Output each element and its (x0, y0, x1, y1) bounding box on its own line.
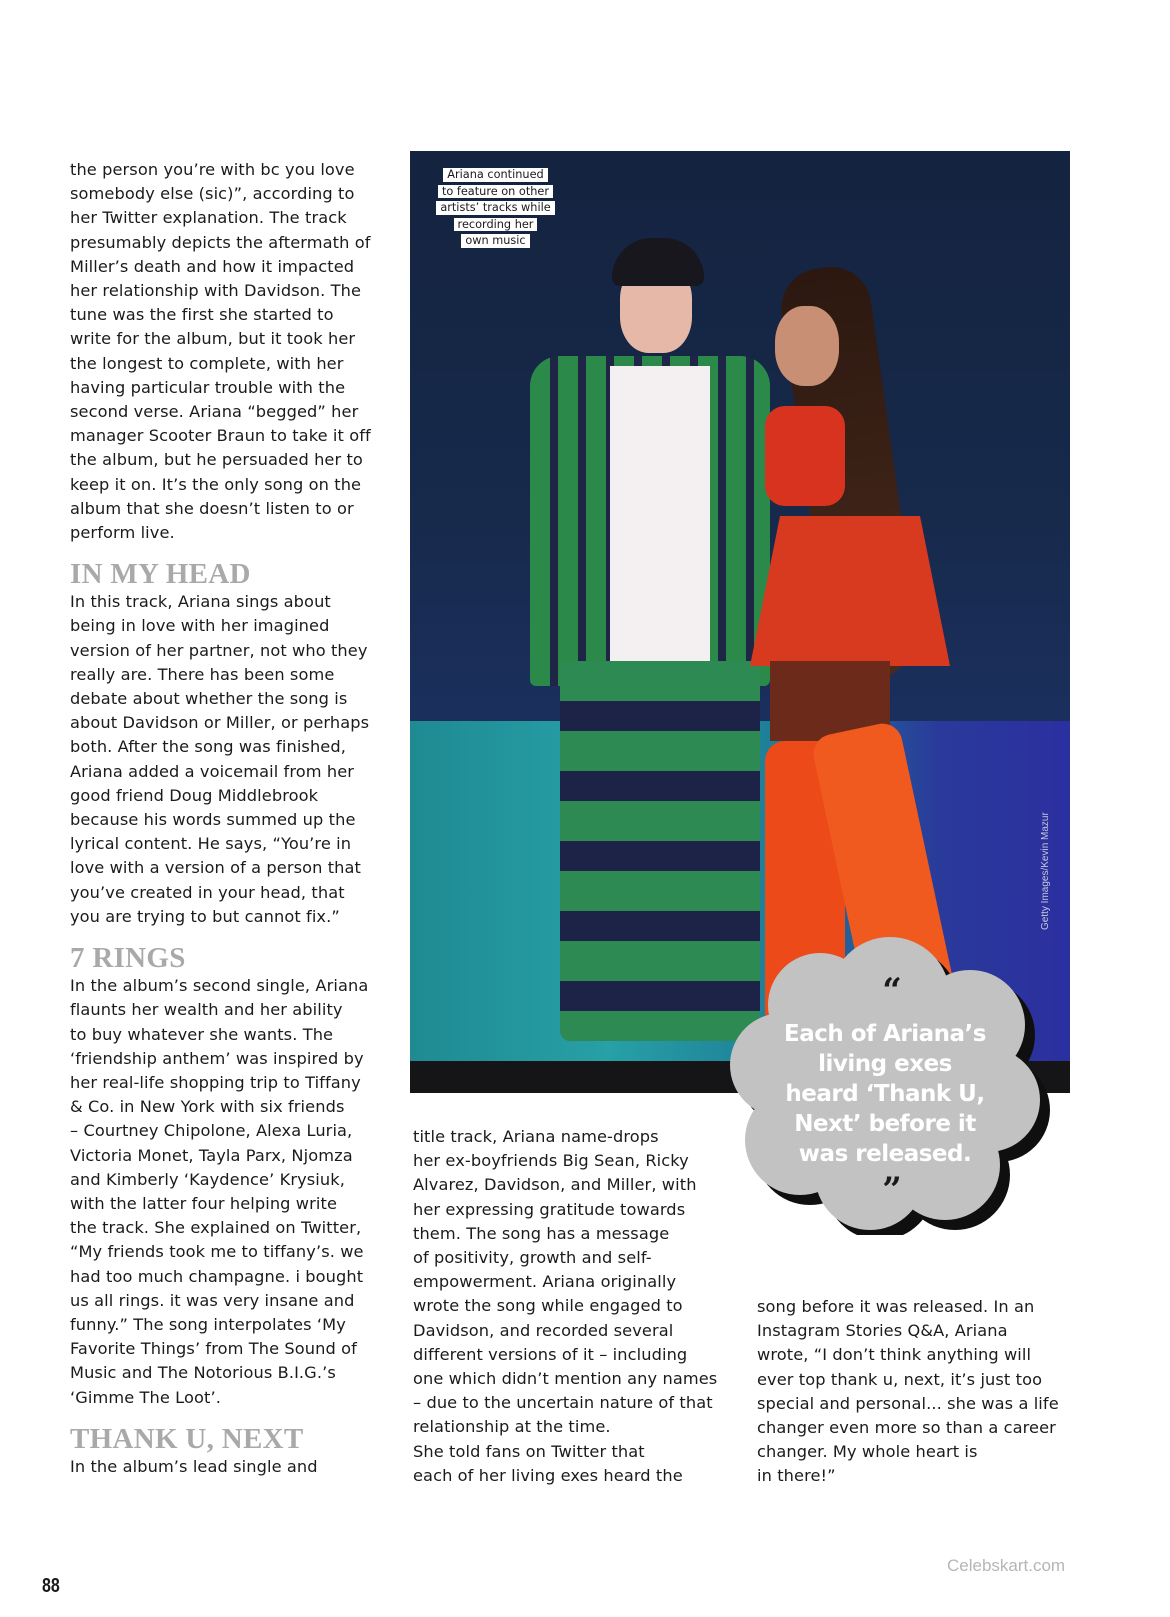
photo-caption: Ariana continued to feature on other artists’ tracks while recording her own music (418, 167, 573, 250)
pull-quote-text: Each of Ariana’s living exes heard ‘Thank U, Next’ before it was released. (784, 1021, 986, 1167)
thank-u-next-conclusion: song before it was released. In an Instagram Stories Q&A, Ariana wrote, “I don’t think anything will ever top thank u, next, it’s just too special and personal... she was a life changer even more so than a career changer. My whole heart is in there!” (757, 1297, 1059, 1486)
female-performer-top (765, 406, 845, 506)
male-performer-cap (612, 238, 704, 286)
section-heading-7-rings: 7 RINGS (70, 942, 186, 975)
page-number: 88 (42, 1575, 60, 1597)
male-performer-shirt (610, 366, 710, 666)
section-body-thank-u-next: In the album’s lead single and (70, 1456, 318, 1476)
photo-credit: Getty Images/Kevin Mazur (1040, 812, 1051, 930)
article-column-2 (413, 1125, 733, 1488)
close-quote-icon: ” (882, 1170, 902, 1210)
open-quote-icon: “ (882, 971, 902, 1011)
article-column-1 (70, 158, 390, 1479)
thank-u-next-continued: title track, Ariana name-drops her ex-boyfriends Big Sean, Ricky Alvarez, Davidson, and Miller, with her expressing gratitude towards them. The song has a message of positivity, growth and self- empowerment. Ariana originally wrote the song while engaged to Davidson, and recorded several different versions of it – including one which didn’t mention any names – due to the uncertain nature of that relationship at the time. She told fans on Twitter that each of her living exes heard the (413, 1127, 718, 1485)
female-performer-face (775, 306, 839, 386)
intro-paragraph: the person you’re with bc you love somebody else (sic)”, according to her Twitter explanation. The track presumably depicts the aftermath of Miller’s death and how it impacted her relationship with Davidson. The tune was the first she started to write for the album, but it took her the longest to complete, with her having particular trouble with the second verse. Ariana “begged” her manager Scooter Braun to take it off the album, but he persuaded her to keep it on. It’s the only song on the album that she doesn’t listen to or perform live. (70, 160, 371, 543)
female-performer-skirt (750, 516, 950, 666)
pull-quote (730, 935, 1050, 1235)
watermark: Celebskart.com (947, 1556, 1066, 1575)
article-column-3 (757, 1295, 1077, 1489)
section-heading-thank-u-next: THANK U, NEXT (70, 1422, 304, 1455)
section-heading-in-my-head: IN MY HEAD (70, 558, 251, 591)
section-body-in-my-head: In this track, Ariana sings about being in love with her imagined version of her partner, not who they really are. There has been some debate about whether the song is about Davidson or Miller, or perhaps both. After the song was finished, Ariana added a voicemail from her good friend Doug Middlebrook because his words summed up the lyrical content. He says, “You’re in love with a version of a person that you’ve created in your head, that you are trying to but cannot fix.” (70, 592, 370, 926)
section-body-7-rings: In the album’s second single, Ariana flaunts her wealth and her ability to buy whatever she wants. The ‘friendship anthem’ was inspired by her real-life shopping trip to Tiffany & Co. in New York with six friends – Courtney Chipolone, Alexa Luria, Victoria Monet, Tayla Parx, Njomza and Kimberly ‘Kaydence’ Krysiuk, with the latter four helping write the track. She explained on Twitter, “My friends took me to tiffany’s. we had too much champagne. i bought us all rings. it was very insane and funny.” The song interpolates ‘My Favorite Things’ from The Sound of Music and The Notorious B.I.G.’s ‘Gimme The Loot’. (70, 976, 369, 1407)
